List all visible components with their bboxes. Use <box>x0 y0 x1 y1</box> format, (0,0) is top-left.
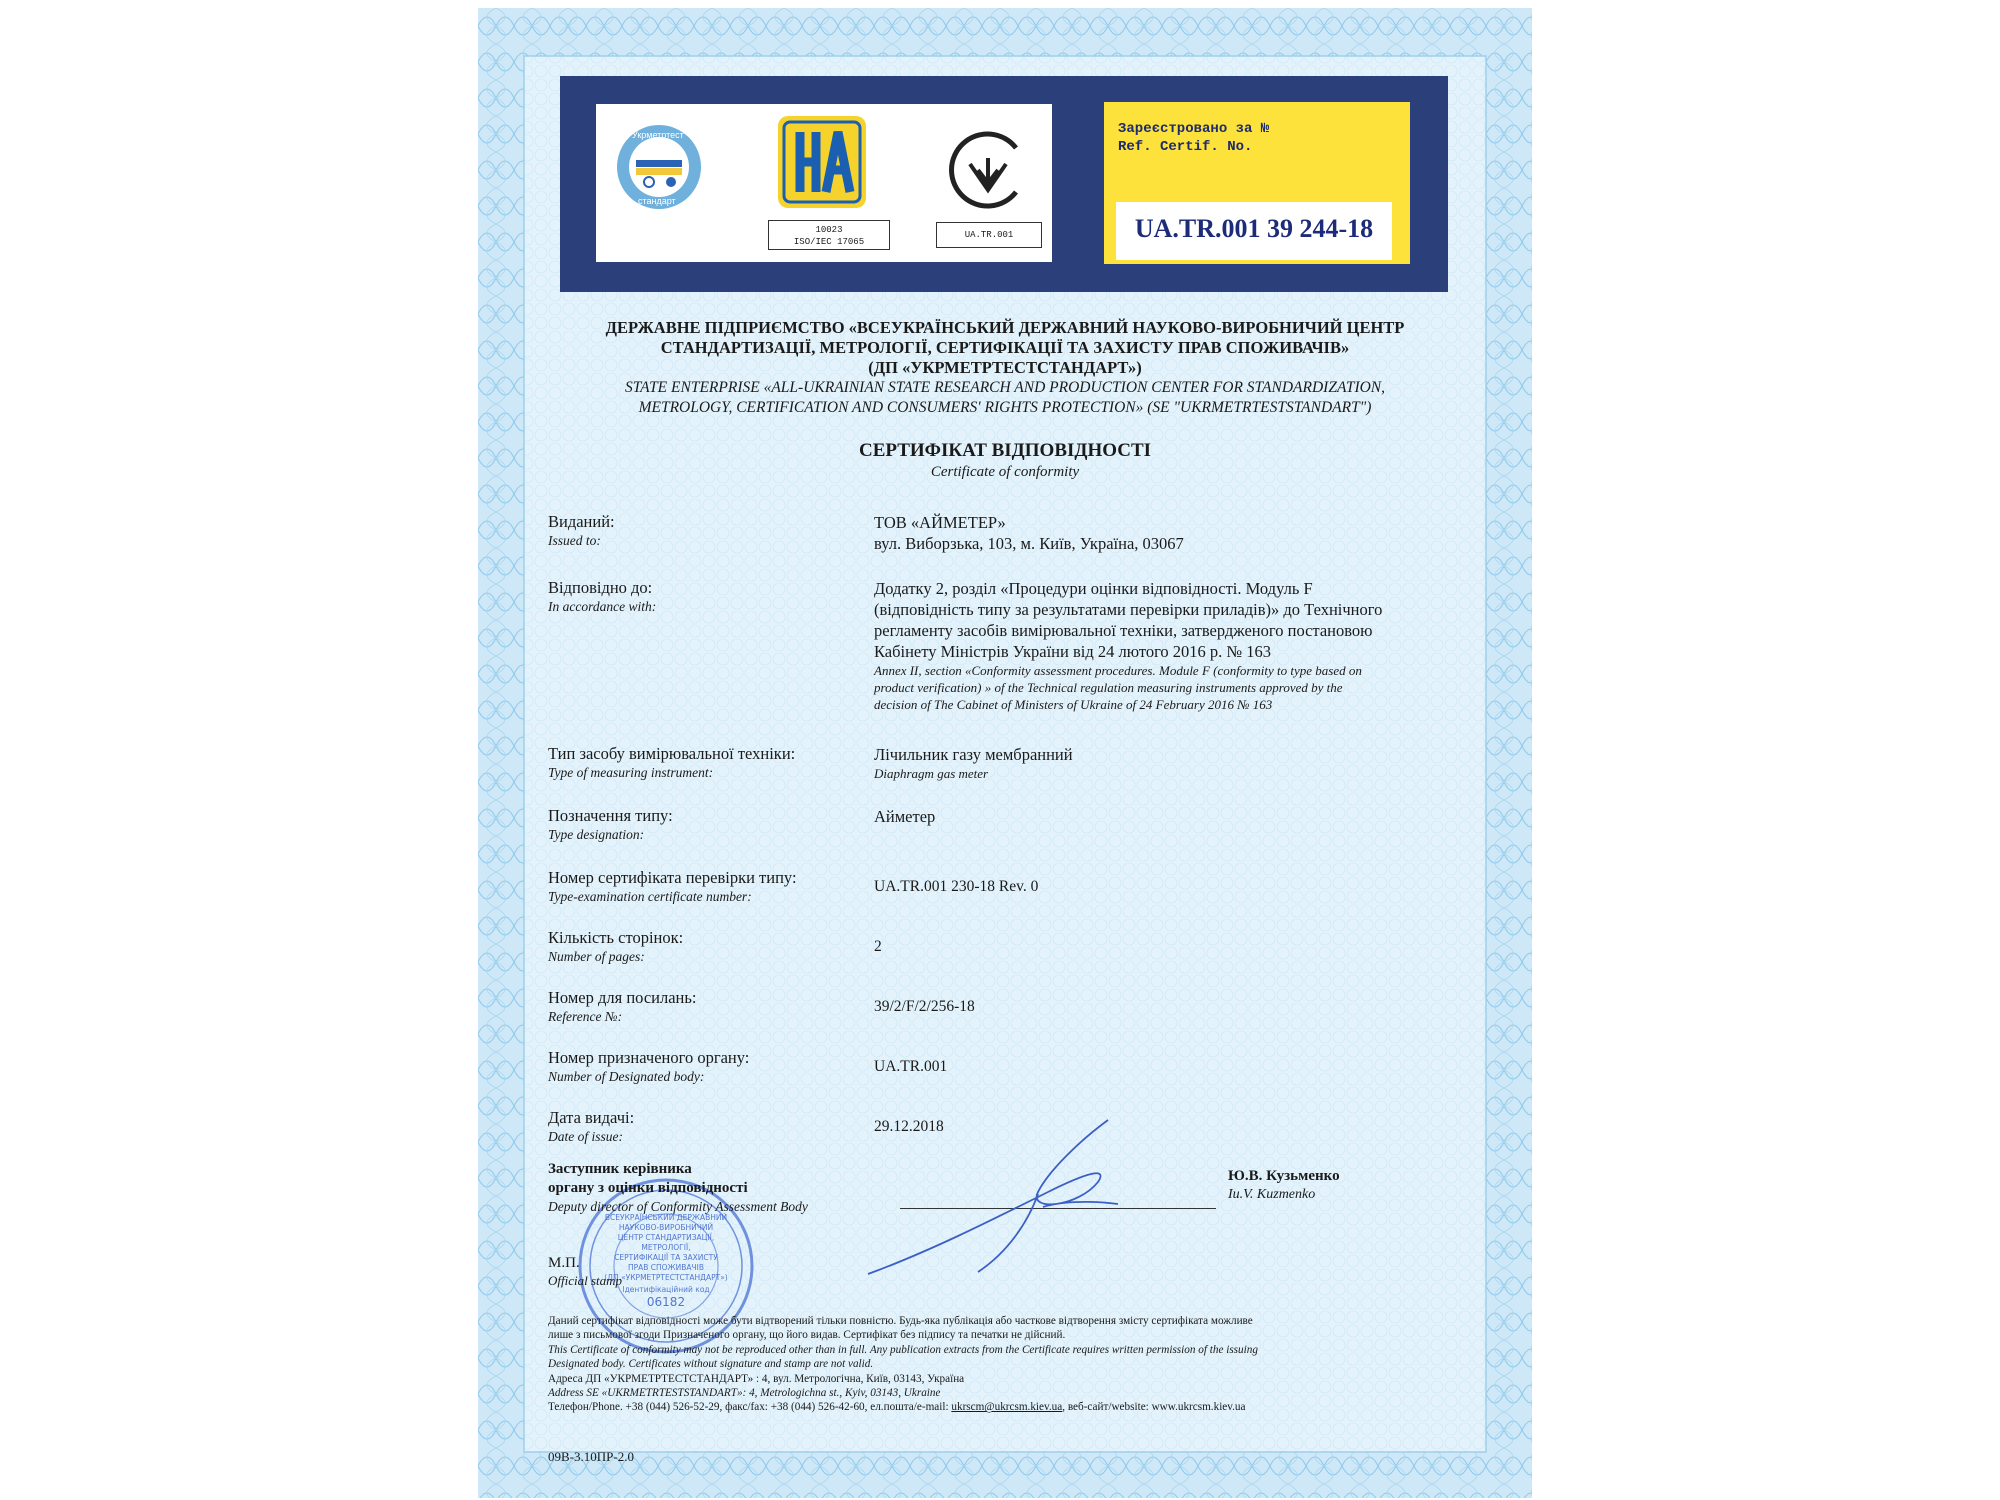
signatory-name-en: Iu.V. Kuzmenko <box>1228 1187 1316 1202</box>
accordance-en-line3: decision of The Cabinet of Ministers of Ukraine of 24 February 2016 № 163 <box>874 697 1273 712</box>
issued-to-address: вул. Виборзька, 103, м. Київ, Україна, 03067 <box>874 534 1184 553</box>
accordance-en-line2: product verification) » of the Technical regulation measuring instruments approved by the <box>874 680 1343 695</box>
accordance-ua-line2: (відповідність типу за результатами перевірки приладів)» до Технічного <box>874 600 1383 619</box>
accordance-ua-line4: Кабінету Міністрів України від 24 лютого 2016 р. № 163 <box>874 642 1272 661</box>
accordance-label-en: In accordance with: <box>548 599 657 614</box>
registered-label-en: Ref. Certif. No. <box>1118 139 1253 155</box>
logo-caption-bottom: стандарт <box>638 196 676 206</box>
footer-en-line1: This Certificate of conformity may not be reproduced other than in full. Any publication extracts from the Certificate requires written permission of the issuing <box>548 1343 1258 1356</box>
footer-contacts <box>548 1400 1468 1414</box>
certificate-title: СЕРТИФІКАТ ВІДПОВІДНОСТІ <box>858 440 1152 461</box>
instrument-type-label-en: Type of measuring instrument: <box>548 765 714 780</box>
type-exam-label-ua: Номер сертифіката перевірки типу: <box>548 868 797 887</box>
reference-label <box>548 988 888 1026</box>
issued-to-label-en: Issued to: <box>548 533 601 548</box>
stamp-text-4: МЕТРОЛОГІЇ, <box>641 1243 691 1252</box>
accordance-en-line1: Annex II, section «Conformity assessment procedures. Module F (conformity to type based on <box>874 663 1362 678</box>
issue-date-label-en: Date of issue: <box>548 1129 623 1144</box>
issuer-en-line2: METROLOGY, CERTIFICATION AND CONSUMERS' RIGHTS PROTECTION» (SE "UKRMETRTESTSTANDART") <box>638 399 1372 416</box>
accreditation-box <box>768 220 890 250</box>
instrument-type-label <box>548 744 888 782</box>
stamp-text-3: ЦЕНТР СТАНДАРТИЗАЦІЇ, <box>617 1233 715 1242</box>
pages-label-en: Number of pages: <box>548 949 645 964</box>
stamp-text-1: ВСЕУКРАЇНСЬКИЙ ДЕРЖАВНИЙ <box>604 1213 728 1222</box>
type-designation-value: Айметер <box>874 807 936 826</box>
accreditation-standard: ISO/IEC 17065 <box>793 237 865 247</box>
instrument-type-value <box>874 744 1474 782</box>
logos-panel <box>596 104 1052 262</box>
form-code: 09В-3.10ПР-2.0 <box>548 1449 634 1464</box>
conformity-mark-icon <box>946 128 1030 212</box>
footer-ua-line2: лише з письмової згоди Призначеного органу, що його видав. Сертифікат без підпису та печатки не дійсний. <box>548 1329 1066 1342</box>
footer-ua-line1: Даний сертифікат відповідності може бути відтворений тільки повністю. Будь-яка публікація або часткове відтворення змісту сертифіката можливе <box>548 1315 1253 1327</box>
accreditation-code: 10023 <box>815 225 843 235</box>
certificate-number: UA.TR.001 39 244-18 <box>1134 214 1374 243</box>
logo-caption-top: Укрметртест <box>632 130 684 140</box>
instrument-type-label-ua: Тип засобу вимірювальної техніки: <box>548 744 796 763</box>
stamp-place-ua: М.П. <box>548 1255 580 1271</box>
issued-to-value <box>874 512 1474 554</box>
signatory-name <box>1228 1166 1340 1204</box>
issued-to-company: ТОВ «АЙМЕТЕР» <box>874 513 1006 532</box>
accordance-label <box>548 578 888 616</box>
certificate-sheet <box>478 8 1532 1498</box>
pages-label-ua: Кількість сторінок: <box>548 928 684 947</box>
accordance-value <box>874 578 1474 713</box>
pages-value: 2 <box>874 938 882 955</box>
footer-email-link[interactable]: ukrscm@ukrcsm.kiev.ua <box>951 1401 1063 1414</box>
header-banner <box>560 76 1448 292</box>
footer-notice <box>548 1314 1468 1415</box>
issuer-en-line1: STATE ENTERPRISE «ALL-UKRAINIAN STATE RESEARCH AND PRODUCTION CENTER FOR STANDARDIZATION, <box>624 379 1386 396</box>
type-exam-value: UA.TR.001 230-18 Rev. 0 <box>874 878 1039 895</box>
pages-label <box>548 928 888 966</box>
issued-to-label <box>548 512 888 550</box>
stamp-place-en: Official stamp <box>548 1273 623 1288</box>
issue-date-value: 29.12.2018 <box>874 1118 944 1135</box>
signatory-name-ua: Ю.В. Кузьменко <box>1228 1168 1340 1184</box>
issuer-ua-line2: СТАНДАРТИЗАЦІЇ, МЕТРОЛОГІЇ, СЕРТИФІКАЦІЇ ТА ЗАХИСТУ ПРАВ СПОЖИВАЧІВ» <box>660 338 1350 357</box>
issue-date-label <box>548 1108 888 1146</box>
issue-date-label-ua: Дата видачі: <box>548 1108 635 1127</box>
type-designation-label <box>548 806 888 844</box>
designated-body-value: UA.TR.001 <box>874 1058 948 1075</box>
reference-value: 39/2/F/2/256-18 <box>874 998 975 1015</box>
stamp-text-5: СЕРТИФІКАЦІЇ ТА ЗАХИСТУ <box>614 1253 718 1262</box>
accordance-ua-line1: Додатку 2, розділ «Процедури оцінки відповідності. Модуль F <box>874 579 1313 598</box>
stamp-text-7: (ДП «УКРМЕТРТЕСТСТАНДАРТ») <box>604 1273 728 1282</box>
instrument-type-value-en: Diaphragm gas meter <box>874 766 989 781</box>
stamp-text-2: НАУКОВО-ВИРОБНИЧИЙ <box>618 1223 714 1232</box>
type-designation-label-ua: Позначення типу: <box>548 806 673 825</box>
designated-body-label-en: Number of Designated body: <box>548 1069 705 1084</box>
stamp-text-8: Ідентифікаційний код <box>622 1285 710 1294</box>
registered-label-ua: Зареєстровано за № <box>1118 121 1270 137</box>
issued-to-label-ua: Виданий: <box>548 512 615 531</box>
type-exam-label <box>548 868 888 906</box>
footer-address-en: Address SE «UKRMETRTESTSTANDART»: 4, Metrologichna st., Kyiv, 03143, Ukraine <box>548 1387 941 1400</box>
designated-body-label-ua: Номер призначеного органу: <box>548 1048 750 1067</box>
reference-label-en: Reference №: <box>548 1009 623 1024</box>
certificate-number-box <box>1116 202 1392 260</box>
reference-label-ua: Номер для посилань: <box>548 988 697 1007</box>
type-designation-label-en: Type designation: <box>548 827 645 842</box>
signatory-role-ua-line1: Заступник керівника <box>548 1161 692 1177</box>
instrument-type-value-ua: Лічильник газу мембранний <box>874 745 1073 764</box>
footer-address-ua: Адреса ДП «УКРМЕТРТЕСТСТАНДАРТ» : 4, вул. Метрологічна, Київ, 03143, Україна <box>548 1372 965 1385</box>
signatory-role-en: Deputy director of Conformity Assessment Body <box>548 1199 808 1214</box>
accordance-label-ua: Відповідно до: <box>548 578 653 597</box>
footer-contact-prefix: Телефон/Phone. +38 (044) 526-52-29, факс/fax: +38 (044) 526-42-60, ел.пошта/e-mail: <box>548 1401 952 1414</box>
stamp-text-9: 06182 <box>646 1295 686 1309</box>
issuer-ua-line3: (ДП «УКРМЕТРТЕСТСТАНДАРТ») <box>868 358 1142 377</box>
footer-website-link[interactable]: www.ukrcsm.kiev.ua <box>1151 1401 1246 1414</box>
issuer-ua-line1: ДЕРЖАВНЕ ПІДПРИЄМСТВО «ВСЕУКРАЇНСЬКИЙ ДЕРЖАВНИЙ НАУКОВО-ВИРОБНИЧИЙ ЦЕНТР <box>605 318 1405 337</box>
footer-web-prefix: , веб-сайт/website: <box>1062 1401 1152 1414</box>
registration-panel <box>1104 102 1410 264</box>
stamp-text-6: ПРАВ СПОЖИВАЧІВ <box>627 1263 705 1272</box>
issuer-header <box>478 318 1532 418</box>
accreditation-logo-icon <box>776 114 868 210</box>
conformity-mark-code: UA.TR.001 <box>936 222 1042 248</box>
accordance-ua-line3: регламенту засобів вимірювальної техніки, затвердженого постановою <box>874 621 1373 640</box>
stamp-place <box>548 1254 622 1289</box>
certificate-subtitle: Certificate of conformity <box>930 464 1080 480</box>
designated-body-label <box>548 1048 888 1086</box>
handwritten-signature-icon <box>858 1112 1178 1282</box>
signatory-role <box>548 1160 908 1216</box>
footer-en-line2: Designated body. Certificates without signature and stamp are not valid. <box>548 1358 874 1371</box>
signatory-role-ua-line2: органу з оцінки відповідності <box>548 1180 748 1196</box>
type-exam-label-en: Type-examination certificate number: <box>548 889 752 904</box>
